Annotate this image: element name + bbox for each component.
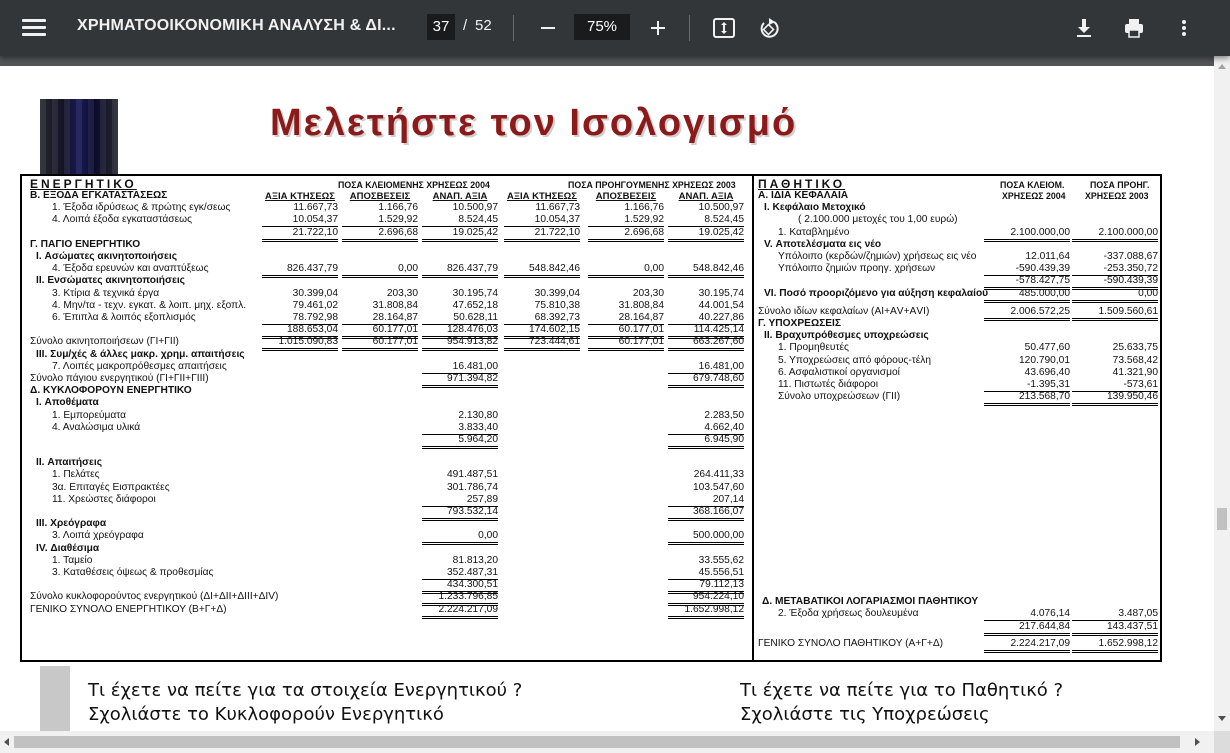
asset-row-label: 1. Ταμείο <box>52 554 93 566</box>
asset-value: 548.842,46 <box>668 263 744 278</box>
asset-row-label: 1. Εμπορεύματα <box>52 409 126 421</box>
asset-value: 954.913,82 <box>422 336 498 351</box>
grand-total-value: 2.224.217,09 <box>984 638 1070 653</box>
asset-value: 203,30 <box>386 287 418 299</box>
asset-row-label: Σύνολο πάγιου ενεργητικού (ΓΙ+ΓΙΙ+ΓΙΙΙ) <box>30 373 209 384</box>
asset-value: 68.392,73 <box>504 312 580 325</box>
column-header: ΑΠΟΣΒΕΣΕΙΣ <box>595 191 657 202</box>
asset-value: 1.015.090,83 <box>262 336 338 351</box>
asset-value: 128.476,03 <box>422 324 498 339</box>
asset-value: 1.529,92 <box>342 214 418 227</box>
asset-row-label: I. Ασώματες ακινητοποιήσεις <box>36 251 178 262</box>
accrual-label: 2. Έξοδα χρήσεως δουλευμένα <box>778 608 919 619</box>
grand-total-label: ΓΕΝΙΚΟ ΣΥΝΟΛΟ ΠΑΘΗΤΙΚΟΥ (Α+Γ+Δ) <box>758 638 944 649</box>
accrual-total: 143.437,51 <box>1072 621 1158 636</box>
asset-value: 79.112,13 <box>668 579 744 594</box>
asset-value: 826.437,79 <box>262 263 338 278</box>
asset-value: 257,89 <box>422 494 498 507</box>
slide-side-bar <box>40 666 70 731</box>
question-obligations: Σχολιάστε τις Υποχρεώσεις <box>740 704 990 725</box>
page-number-input[interactable]: 37 <box>427 14 455 40</box>
page-separator: / <box>463 17 468 34</box>
accrual-heading: Δ. ΜΕΤΑΒΑΤΙΚΟΙ ΛΟΓΑΡΙΑΣΜΟΙ ΠΑΘΗΤΙΚΟΥ <box>762 596 979 607</box>
asset-value: 45.556,51 <box>668 567 744 580</box>
zoom-out-icon[interactable] <box>534 14 562 42</box>
asset-value: 1.529,92 <box>588 214 664 227</box>
vertical-scroll-thumb[interactable] <box>1217 508 1227 530</box>
scroll-up-icon[interactable] <box>1218 64 1226 69</box>
asset-value: 971.394,82 <box>422 373 498 388</box>
asset-row-label: III. Συμ/χές & άλλες μακρ. χρημ. απαιτήσεις <box>36 348 245 360</box>
asset-row-label: II. Ενσώματες ακινητοποιήσεις <box>36 275 185 287</box>
horizontal-scrollbar[interactable] <box>0 731 1214 753</box>
question-assets: Τι έχετε να πείτε για τα στοιχεία Ενεργητικού ? <box>88 680 523 701</box>
liability-row-label: 6. Ασφαλιστικοί οργανισμοί <box>778 366 900 378</box>
liability-value: -578.427,75 <box>984 275 1070 290</box>
asset-value: 60.177,01 <box>588 336 664 351</box>
asset-value: 5.964,20 <box>422 434 498 449</box>
liability-row-label: II. Βραχυπρόθεσμες υποχρεώσεις <box>764 330 929 342</box>
scrollbar-corner <box>1214 731 1230 753</box>
asset-row-label: 11. Χρεώστες διάφοροι <box>52 493 156 505</box>
assets-heading: ΕΝΕΡΓΗΤΙΚΟ <box>30 177 137 191</box>
liability-value: -253.350,72 <box>1072 263 1158 276</box>
asset-value: 50.628,11 <box>422 312 498 325</box>
liabilities-heading: ΠΑΘΗΤΙΚΟ <box>758 177 846 191</box>
asset-value: 10.500,97 <box>452 202 498 214</box>
asset-value: 2.130,80 <box>458 409 498 421</box>
scroll-down-icon[interactable] <box>1218 716 1226 721</box>
asset-value: 30.399,04 <box>292 287 338 299</box>
asset-value: 2.224.217,09 <box>422 604 498 619</box>
asset-value: 826.437,79 <box>422 263 498 278</box>
asset-value: 663.267,60 <box>668 336 744 351</box>
asset-row-label: 4. Μην/τα - τεχν. εγκατ. & λοιπ. μηχ. εξοπλ. <box>52 299 247 311</box>
asset-value: 1.233.796,85 <box>422 591 498 606</box>
liability-value: 2.100.000,00 <box>1072 227 1158 242</box>
asset-row-label: ΓΕΝΙΚΟ ΣΥΝΟΛΟ ΕΝΕΡΓΗΤΙΚΟΥ (Β+Γ+Δ) <box>30 603 227 615</box>
asset-row-label: II. Απαιτήσεις <box>36 457 102 469</box>
liability-row-label: Υπόλοιπο ζημιών προηγ. χρήσεων <box>778 263 936 275</box>
asset-value: 1.166,76 <box>378 202 418 214</box>
asset-row-label: 1. Έξοδα ιδρύσεως & πρώτης εγκ/σεως <box>52 202 231 214</box>
asset-value: 8.524,45 <box>422 214 498 227</box>
liability-value: -1.395,31 <box>984 379 1070 392</box>
liability-value: -573,61 <box>1072 379 1158 392</box>
period-prior-header: ΠΟΣΑ ΠΡΟΗΓΟΥΜΕΝΗΣ ΧΡΗΣΕΩΣ 2003 <box>568 180 736 190</box>
asset-value: 19.025,42 <box>668 227 744 242</box>
accrual-value: 4.076,14 <box>984 608 1070 621</box>
asset-value: 10.054,37 <box>504 214 580 227</box>
asset-value: 2.696,68 <box>588 227 664 242</box>
column-header: ΑΝΑΠ. ΑΞΙΑ <box>432 191 488 202</box>
asset-row-label: Σύνολο κυκλοφορούντος ενεργητικού (ΔΙ+ΔΙΙ+ΔΙΙΙ+ΔΙV) <box>30 591 279 603</box>
liability-value: 43.696,40 <box>1024 366 1070 378</box>
document-title: ΧΡΗΜΑΤΟΟΙΚΟΝΟΜΙΚΗ ΑΝΑΛΥΣΗ & ΔΙ... <box>77 17 396 34</box>
question-liabilities: Τι έχετε να πείτε για το Παθητικό ? <box>740 680 1064 701</box>
asset-row-label: 6. Έπιπλα & λοιπός εξοπλισμός <box>52 312 196 323</box>
fit-page-icon[interactable] <box>710 14 738 42</box>
slide-logo-image <box>40 99 118 174</box>
asset-value: 103.547,60 <box>693 481 744 493</box>
liability-row-label: 1. Καταβλημένο <box>778 226 850 238</box>
asset-value: 33.555,62 <box>698 554 744 566</box>
liability-value: 120.790,01 <box>1019 354 1070 366</box>
liability-value: 1.509.560,61 <box>1072 306 1158 321</box>
asset-row-label: 1. Πελάτες <box>52 469 100 481</box>
print-icon[interactable] <box>1120 14 1148 42</box>
asset-value: 78.792,98 <box>262 312 338 325</box>
asset-value: 21.722,10 <box>262 227 338 242</box>
asset-value: 79.461,02 <box>292 299 338 311</box>
liability-value: 2.100.000,00 <box>984 227 1070 242</box>
asset-row-label: Β. ΕΞΟΔΑ ΕΓΚΑΤΑΣΤΑΣΕΩΣ <box>30 190 168 201</box>
asset-value: 352.487,31 <box>422 567 498 580</box>
col-prior-1: ΠΟΣΑ ΠΡΟΗΓ. <box>1090 180 1150 190</box>
asset-value: 60.177,01 <box>342 336 418 351</box>
pdf-toolbar <box>0 0 1230 56</box>
liability-row-label: Υπόλοιπο (κερδών/ζημιών) χρήσεως εις νέο <box>778 251 977 262</box>
asset-value: 548.842,46 <box>504 263 580 278</box>
asset-value: 1.166,76 <box>624 202 664 214</box>
asset-value: 10.054,37 <box>262 214 338 227</box>
asset-value: 8.524,45 <box>668 214 744 227</box>
asset-value: 4.662,40 <box>668 422 744 435</box>
asset-value: 75.810,38 <box>534 299 580 311</box>
asset-value: 60.177,01 <box>588 324 664 339</box>
liability-value: 41.321,90 <box>1112 366 1158 378</box>
asset-row-label: 4. Λοιπά έξοδα εγκαταστάσεως <box>52 214 193 226</box>
asset-row-label: 3. Κτίρια & τεχνικά έργα <box>52 287 160 299</box>
asset-row-label: 7. Λοιπές μακροπρόθεσμες απαιτήσεις <box>52 360 227 372</box>
rotate-icon[interactable] <box>755 14 783 42</box>
zoom-in-icon[interactable] <box>644 14 672 42</box>
liability-row-label: Σύνολο ιδίων κεφαλαίων (ΑΙ+ΑV+ΑVΙ) <box>758 305 930 317</box>
asset-row-label: 4. Έξοδα ερευνών και αναπτύξεως <box>52 263 209 275</box>
scroll-right-icon[interactable] <box>1195 738 1200 746</box>
liability-row-label: ( 2.100.000 μετοχές του 1,00 ευρώ) <box>798 214 958 226</box>
liability-value: 73.568,42 <box>1112 354 1158 366</box>
asset-value: 16.481,00 <box>422 361 498 374</box>
asset-row-label: 3. Καταθέσεις όψεως & προθεσμίας <box>52 567 214 578</box>
col-prior-2: ΧΡΗΣΕΩΣ 2003 <box>1085 191 1149 201</box>
toolbar-divider <box>513 15 514 41</box>
liability-value: -337.088,67 <box>1103 251 1158 262</box>
liability-value: 0,00 <box>1072 288 1158 303</box>
asset-value: 203,30 <box>632 287 664 299</box>
asset-row-label: Γ. ΠΑΓΙΟ ΕΝΕΡΓΗΤΙΚΟ <box>30 238 141 250</box>
asset-value: 3.833,40 <box>422 422 498 435</box>
asset-value: 31.808,84 <box>372 299 418 311</box>
asset-value: 723.444,61 <box>504 336 580 351</box>
asset-value: 30.399,04 <box>534 287 580 299</box>
asset-value: 188.653,04 <box>262 324 338 339</box>
asset-value: 2.696,68 <box>342 227 418 242</box>
asset-value: 60.177,01 <box>342 324 418 339</box>
period-current-header: ΠΟΣΑ ΚΛΕΙΟΜΕΝΗΣ ΧΡΗΣΕΩΣ 2004 <box>338 180 490 190</box>
accrual-value: 3.487,05 <box>1072 608 1158 621</box>
liability-row-label: V. Αποτελέσματα εις νέο <box>764 238 882 250</box>
asset-value: 2.283,50 <box>704 409 744 421</box>
pdf-page <box>0 66 1214 731</box>
asset-value: 6.945,90 <box>668 434 744 449</box>
menu-icon[interactable] <box>20 16 48 40</box>
liability-row-label: 5. Υποχρεώσεις από φόρους-τέλη <box>778 354 932 366</box>
col-current-1: ΠΟΣΑ ΚΛΕΙΟΜ. <box>1000 180 1065 190</box>
asset-value: 0,00 <box>422 530 498 545</box>
liability-value: 25.633,75 <box>1112 342 1158 354</box>
column-header: ΑΞΙΑ ΚΤΗΣΕΩΣ <box>507 191 577 202</box>
asset-row-label: 4. Αναλώσιμα υλικά <box>52 421 141 433</box>
asset-value: 10.500,97 <box>698 202 744 214</box>
asset-value: 679.748,60 <box>668 373 744 388</box>
zoom-level[interactable]: 75% <box>574 14 630 40</box>
asset-value: 31.808,84 <box>618 299 664 311</box>
vertical-scrollbar[interactable] <box>1214 56 1230 731</box>
column-header: ΑΞΙΑ ΚΤΗΣΕΩΣ <box>265 191 335 202</box>
liability-row-label: 1. Προμηθευτές <box>778 342 849 354</box>
liability-row-label: 11. Πιστωτές διάφοροι <box>778 379 878 390</box>
asset-value: 30.195,74 <box>698 287 744 299</box>
liability-value: 2.006.572,25 <box>984 306 1070 321</box>
column-header: ΑΝΑΠ. ΑΞΙΑ <box>678 191 734 202</box>
asset-value: 207,14 <box>668 494 744 507</box>
liability-value: 485.000,00 <box>984 288 1070 303</box>
asset-value: 40.227,86 <box>668 312 744 325</box>
asset-value: 11.667,73 <box>535 202 580 214</box>
liability-value: 12.011,64 <box>1025 251 1070 262</box>
asset-row-label: 3α. Επιταγές Εισπρακτέες <box>52 481 170 493</box>
asset-value: 11.667,73 <box>293 202 338 214</box>
liability-row-label: Γ. ΥΠΟΧΡΕΩΣΕΙΣ <box>758 318 841 329</box>
slide-title: Μελετήστε τον Ισολογισμό <box>270 102 798 144</box>
asset-row-label: 3. Λοιπά χρεόγραφα <box>52 530 144 542</box>
asset-value: 28.164,87 <box>342 312 418 325</box>
asset-row-label: Σύνολο ακινητοποιήσεων (ΓΙ+ΓΙΙ) <box>30 336 179 348</box>
liability-value: 50.477,60 <box>1024 342 1070 354</box>
asset-value: 47.652,18 <box>452 299 498 311</box>
column-divider <box>752 176 754 660</box>
liability-value: 213.568,70 <box>984 391 1070 406</box>
asset-value: 1.652.998,12 <box>668 604 744 619</box>
scroll-left-icon[interactable] <box>4 738 9 746</box>
liability-row-label: Σύνολο υποχρεώσεων (ΓΙΙ) <box>778 391 901 403</box>
more-icon[interactable] <box>1170 14 1198 42</box>
toolbar-divider <box>689 15 690 41</box>
liability-row-label: VI. Ποσό προοριζόμενο για αύξηση κεφαλαίου <box>764 287 989 299</box>
col-current-2: ΧΡΗΣΕΩΣ 2004 <box>1002 191 1066 201</box>
liability-row-label: Α. ΙΔΙΑ ΚΕΦΑΛΑΙΑ <box>758 190 849 201</box>
asset-value: 16.481,00 <box>668 361 744 374</box>
asset-row-label: Δ. ΚΥΚΛΟΦΟΡΟΥΝ ΕΝΕΡΓΗΤΙΚΟ <box>30 385 192 397</box>
asset-value: 954.224,10 <box>668 591 744 606</box>
asset-value: 0,00 <box>342 263 418 278</box>
asset-value: 301.786,74 <box>447 481 498 493</box>
asset-value: 28.164,87 <box>588 312 664 325</box>
asset-value: 19.025,42 <box>422 227 498 242</box>
liability-value: 139.950,46 <box>1072 391 1158 406</box>
asset-value: 434.300,51 <box>422 579 498 594</box>
horizontal-scroll-thumb[interactable] <box>14 736 1180 748</box>
question-current-assets: Σχολιάστε το Κυκλοφορούν Ενεργητικό <box>88 704 444 725</box>
asset-value: 500.000,00 <box>668 530 744 545</box>
column-header: ΑΠΟΣΒΕΣΕΙΣ <box>349 191 411 202</box>
asset-value: 491.487,51 <box>447 469 498 481</box>
asset-row-label: I. Αποθέματα <box>36 397 99 409</box>
asset-value: 44.001,54 <box>698 299 744 311</box>
liability-value: -590.439,39 <box>1072 275 1158 290</box>
asset-value: 81.813,20 <box>452 554 498 566</box>
asset-value: 793.532,14 <box>422 506 498 521</box>
asset-value: 21.722,10 <box>504 227 580 242</box>
asset-value: 0,00 <box>588 263 664 278</box>
asset-row-label: IV. Διαθέσιμα <box>36 542 100 554</box>
grand-total-value: 1.652.998,12 <box>1072 638 1158 653</box>
asset-value: 114.425,14 <box>668 324 744 339</box>
pdf-viewer[interactable] <box>0 56 1214 731</box>
page-total: 52 <box>475 17 492 34</box>
liability-value: -590.439,39 <box>984 263 1070 276</box>
asset-value: 30.195,74 <box>452 287 498 299</box>
asset-value: 174.602,15 <box>504 324 580 339</box>
asset-value: 264.411,33 <box>693 469 744 481</box>
asset-row-label: III. Χρεόγραφα <box>36 518 107 530</box>
liability-row-label: I. Κεφάλαιο Μετοχικό <box>764 202 866 214</box>
asset-value: 368.166,07 <box>668 506 744 521</box>
accrual-total: 217.644,84 <box>984 621 1070 636</box>
download-icon[interactable] <box>1070 14 1098 42</box>
balance-sheet <box>20 174 1162 662</box>
